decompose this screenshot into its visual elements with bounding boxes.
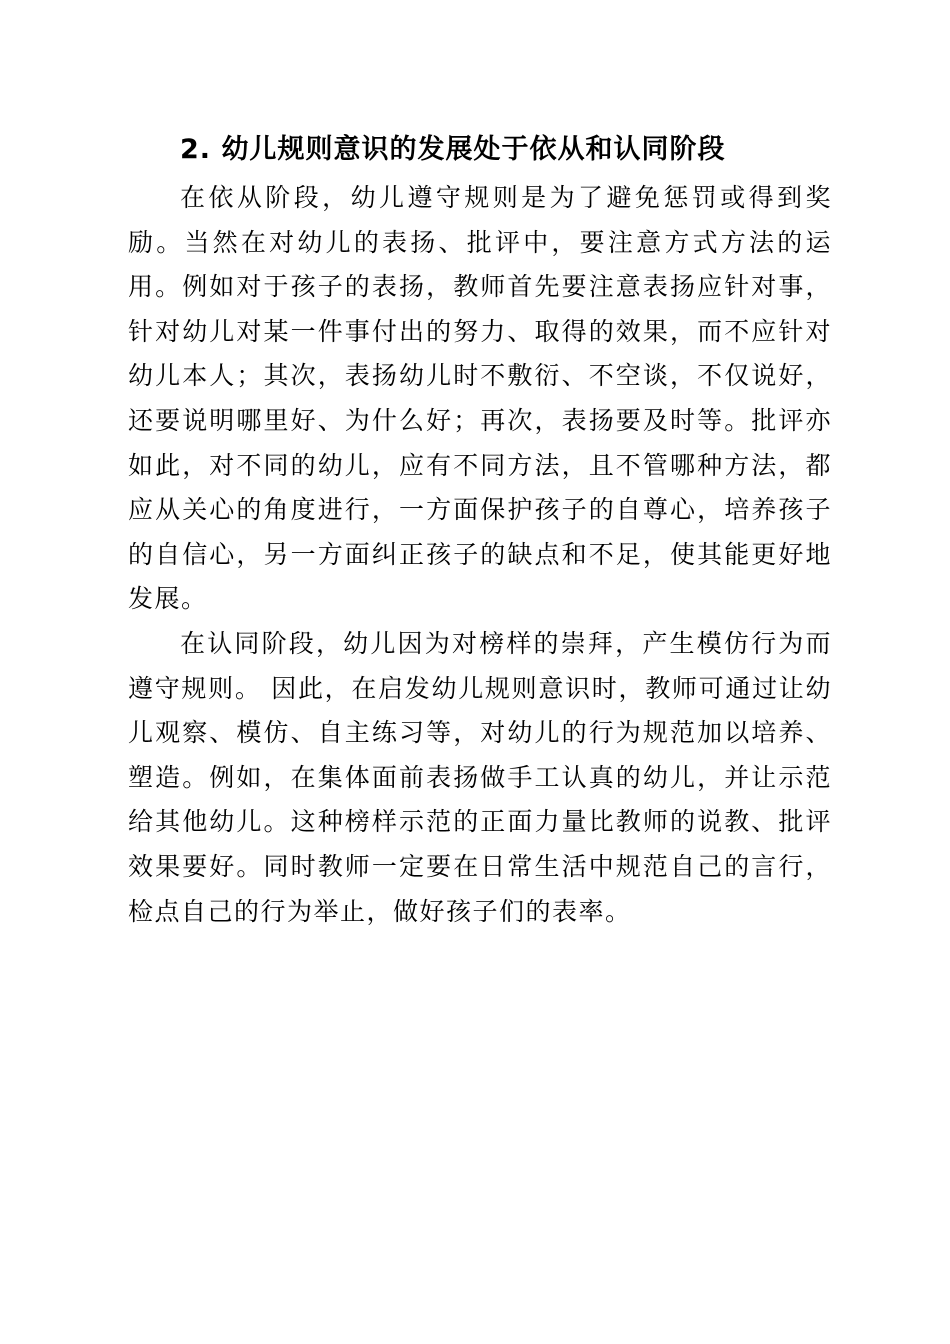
paragraph-identification-stage: 在认同阶段，幼儿因为对榜样的崇拜，产生模仿行为而遵守规则。 因此，在启发幼儿规则意识时，教师可通过让幼儿观察、模仿、自主练习等，对幼儿的行为规范加以培养、塑造。例如，在集体面前表扬做手工认真的幼儿，并让示范给其他幼儿。这种榜样示范的正面力量比教师的说教、批评效果要好。同时教师一定要在日常生活中规范自己的言行，检点自己的行为举止，做好孩子们的表率。 <box>128 629 832 926</box>
section-heading: 2. 幼儿规则意识的发展处于依从和认同阶段 <box>180 134 726 165</box>
paragraph-compliance-stage: 在依从阶段，幼儿遵守规则是为了避免惩罚或得到奖励。当然在对幼儿的表扬、批评中，要注意方式方法的运用。例如对于孩子的表扬，教师首先要注意表扬应针对事，针对幼儿对某一件事付出的努力、取得的效果，而不应针对幼儿本人；其次，表扬幼儿时不敷衍、不空谈，不仅说好，还要说明哪里好、为什么好；再次，表扬要及时等。批评亦如此，对不同的幼儿，应有不同方法，且不管哪种方法，都应从关心的角度进行，一方面保护孩子的自尊心，培养孩子的自信心，另一方面纠正孩子的缺点和不足，使其能更好地发展。 <box>128 183 832 614</box>
